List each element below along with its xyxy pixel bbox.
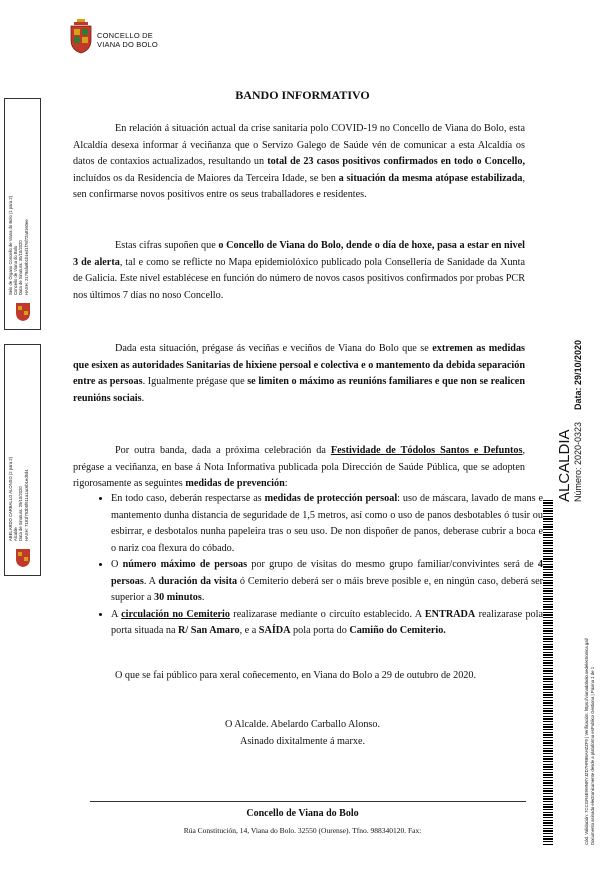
text-run: Camiño do Cemiterio.	[349, 625, 446, 636]
text-run: 4 persoas	[111, 559, 543, 587]
text-run: ó Cemiterio deberá ser o máis breve posible e, en ningún caso, deberá ser superior a	[111, 575, 543, 603]
text-run: . Igualmente prégase que	[142, 376, 248, 387]
text-run: R/ San Amaro	[178, 625, 240, 636]
shield-icon	[15, 302, 31, 322]
text-run: circulación no Cemiterio	[121, 608, 230, 620]
prevention-measures-list	[93, 491, 543, 640]
closing-paragraph: O que se fai público para xeral coñecemento, en Viana do Bolo a 29 de outubro de 2020.	[115, 670, 477, 681]
text-run: total de 23 casos positivos confirmados en todo o Concello,	[267, 156, 525, 167]
signature-seal-box-1	[4, 98, 41, 330]
text-run: Dada esta situación, prégase ás veciñas e veciños de Viana do Bolo que se	[115, 343, 433, 354]
barcode	[543, 500, 553, 845]
text-run: .	[141, 392, 145, 404]
text-run: A	[111, 608, 122, 620]
text-run: :	[284, 478, 288, 489]
text-run: SAÍDA	[258, 625, 291, 636]
text-run: a situación da mesma atópase estabilizada	[338, 172, 523, 184]
text-run: duración da visita	[158, 575, 238, 587]
signature-name: O Alcalde. Abelardo Carballo Alonso.	[224, 719, 381, 730]
footer-title: Concello de Viana do Bolo	[246, 808, 359, 819]
verification-code: Cód. Validación: 7CCGR4E9WNRYJZD7HRB6AHZZF9 | Verificación: https://vianadobolo.sedelectronica.gal/	[584, 638, 589, 845]
text-run: Estas cifras supoñen que	[115, 240, 219, 251]
text-run: : uso de máscara, lavado de mans e mantemento dunha distancia de seguridade de 1,5 metros, así como o uso de panos desbotables ó tusir ou esbirrar, e desbotalos nunha papeleira tras o seu uso. De non dispoñer de panos, deberase cubrir a boca e o nariz coa flexura do cóbado.	[111, 493, 543, 554]
text-run: . A	[143, 575, 159, 587]
text-run: o Concello de Viana do Bolo, dende o día de hoxe, pasa a estar en nivel 3 de alerta	[73, 240, 525, 268]
text-run: Por outra banda, dada a próxima celebración da	[115, 445, 331, 456]
text-run: En todo caso, deberán respectarse as	[111, 493, 265, 504]
text-run: , tal e como se reflicte no Mapa epidemiolóxico publicado pola Consellería de Sanidade da Xunta de Galicia. Este nivel establécese en función do número de novos casos positivos confirmados por probas PCR nos últimos 7 días no noso Concello.	[73, 256, 525, 301]
registry-department: ALCALDIA	[556, 429, 573, 502]
paragraph-measures	[73, 341, 525, 407]
list-item	[111, 491, 543, 557]
seal-info-2: ABELARDO CARBALLO ALONSO (2 para 2) Alcalde Data de Sinatura: 29/10/2020 HASH: 7181f753b5f611a1ac6b1ed5d4	[8, 456, 29, 541]
seal-info-1: Selo de Órgano Concello de Viana do Bolo (1 para 2) Concello de Viana do Bolo Data de Sinatura: 30/10/2020 HASH: 2179afa9b1b1ed1f76f72a8160ee	[8, 195, 29, 295]
list-item	[111, 557, 543, 607]
shield-icon	[15, 548, 31, 568]
document-title: BANDO INFORMATIVO	[235, 88, 370, 102]
text-run: se limiten o máximo as reunións familiares e que non se realicen reunións sociais	[73, 376, 525, 404]
text-run: , prégase a veciñanza, en base á Nota Informativa publicada pola Dirección de Saúde Pública, que se adopten rigorosamente as seguintes	[73, 445, 526, 489]
text-run: , e a	[239, 625, 259, 636]
text-run: realizarase mediante o circuíto establecido. A	[229, 608, 425, 620]
signature-note: Asinado dixitalmente á marxe.	[239, 736, 366, 747]
text-run: , sen confirmarse novos positivos entre os seus traballadores e residentes.	[73, 172, 526, 200]
coat-of-arms-logo	[68, 18, 94, 54]
text-run: medidas de protección persoal	[264, 493, 398, 504]
text-run: realizarase pola porta situada na	[111, 608, 543, 636]
footer-divider	[90, 801, 526, 802]
paragraph-festivity	[73, 443, 525, 493]
text-run: Festividade de Tódolos Santos e Defuntos	[330, 445, 523, 456]
paragraph-alert-level	[73, 238, 525, 304]
text-run: .	[201, 592, 205, 603]
footer-address: Rúa Constitución, 14, Viana do Bolo. 32550 (Ourense). Tfno. 988340120. Fax:	[183, 826, 422, 835]
text-run: 30 minutos	[154, 592, 202, 603]
verification-note: Documento asinado electronicamente desde a plataforma esPublico Gestiona | Páxina 1 de 1	[590, 666, 595, 845]
text-run: En relación á situación actual da crise sanitaria polo COVID-19 no Concello de Viana do Bolo, esta Alcaldía desexa informar á veciñanza que o Servizo Galego de Saúde vén de comunicar a esta Alcaldía os datos de contaxios actualizados, resultando un	[73, 123, 525, 167]
text-run: por grupo de visitas do mesmo grupo familiar/convivintes será de	[247, 559, 538, 570]
org-name: CONCELLO DE VIANA DO BOLO	[97, 31, 158, 49]
text-run: pola porta do	[290, 625, 350, 636]
signature-seal-box-2	[4, 344, 41, 576]
text-run: ENTRADA	[424, 608, 476, 620]
paragraph-situation	[73, 121, 525, 204]
text-run: O	[111, 559, 123, 570]
text-run: extremen as medidas que esixen as autoridades Sanitarias de hixiene persoal e colectiva e o mantemento da debida separación entre as persoas	[73, 343, 525, 387]
registry-date: Data: 29/10/2020	[573, 339, 583, 410]
text-run: incluídos os da Residencia de Maiores da Terceira Idade, se ben	[73, 172, 339, 184]
text-run: medidas de prevención	[185, 478, 285, 489]
text-run: número máximo de persoas	[122, 559, 248, 570]
registry-number: Número: 2020-0323	[573, 421, 583, 502]
list-item	[111, 607, 543, 640]
